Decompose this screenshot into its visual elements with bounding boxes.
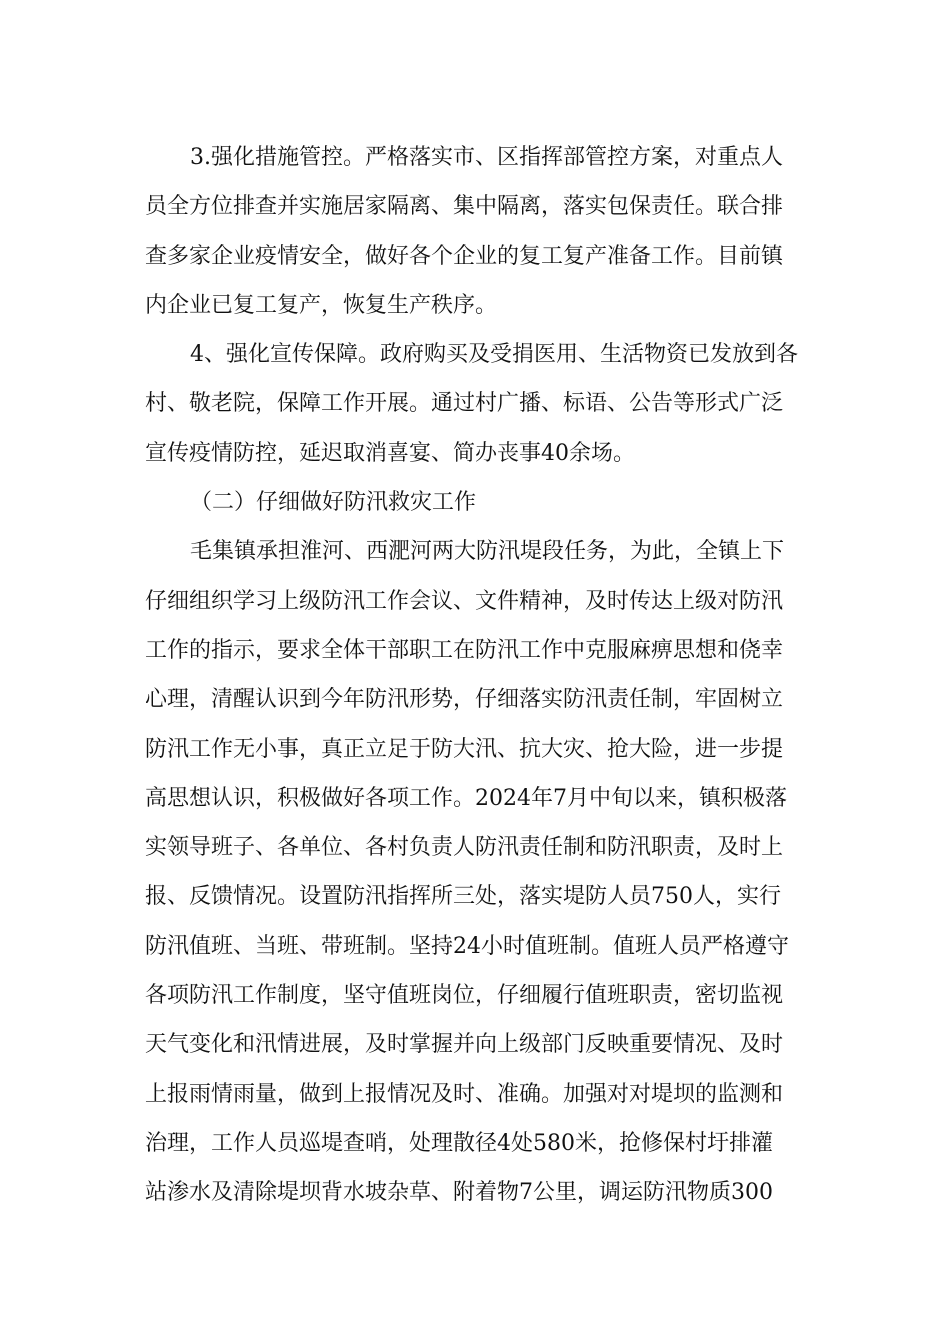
text-line: 实领导班子、各单位、各村负责人防汛责任制和防汛职责，及时上 xyxy=(145,835,784,861)
text-line: 防汛值班、当班、带班制。坚持24小时值班制。值班人员严格遵守 xyxy=(145,933,789,959)
text-line: 高思想认识，积极做好各项工作。2024年7月中旬以来，镇积极落 xyxy=(145,785,787,811)
text-line: （二）仔细做好防汛救灾工作 xyxy=(190,490,477,516)
text-line: 3.强化措施管控。严格落实市、区指挥部管控方案，对重点人 xyxy=(190,145,783,170)
text-line: 查多家企业疫情安全，做好各个企业的复工复产准备工作。目前镇 xyxy=(145,243,784,269)
text-line: 毛集镇承担淮河、西淝河两大防汛堤段任务，为此，全镇上下 xyxy=(190,539,785,565)
text-line: 4、强化宣传保障。政府购买及受捐医用、生活物资已发放到各 xyxy=(190,342,798,368)
text-line: 员全方位排查并实施居家隔离、集中隔离，落实包保责任。联合排 xyxy=(145,194,784,220)
text-line: 站渗水及清除堤坝背水坡杂草、附着物7公里，调运防汛物质300 xyxy=(145,1180,773,1206)
text-line: 防汛工作无小事，真正立足于防大汛、抗大灾、抢大险，进一步提 xyxy=(145,736,784,762)
text-line: 村、敬老院，保障工作开展。通过村广播、标语、公告等形式广泛 xyxy=(145,391,784,417)
text-line: 工作的指示，要求全体干部职工在防汛工作中克服麻痹思想和侥幸 xyxy=(145,637,784,663)
text-line: 各项防汛工作制度，坚守值班岗位，仔细履行值班职责，密切监视 xyxy=(145,983,784,1009)
text-line: 治理，工作人员巡堤查哨，处理散径4处580米，抢修保村圩排灌 xyxy=(145,1130,773,1156)
text-line: 天气变化和汛情进展，及时掌握并向上级部门反映重要情况、及时 xyxy=(145,1032,784,1058)
text-line: 宣传疫情防控，延迟取消喜宴、简办丧事40余场。 xyxy=(145,440,635,466)
text-line: 上报雨情雨量，做到上报情况及时、准确。加强对对堤坝的监测和 xyxy=(145,1081,784,1107)
text-line: 仔细组织学习上级防汛工作会议、文件精神，及时传达上级对防汛 xyxy=(145,588,784,614)
text-line: 内企业已复工复产，恢复生产秩序。 xyxy=(145,292,498,318)
text-line: 报、反馈情况。设置防汛指挥所三处，落实堤防人员750人，实行 xyxy=(145,884,781,910)
document-body xyxy=(145,133,807,1218)
text-line: 心理，清醒认识到今年防汛形势，仔细落实防汛责任制，牢固树立 xyxy=(145,687,784,713)
